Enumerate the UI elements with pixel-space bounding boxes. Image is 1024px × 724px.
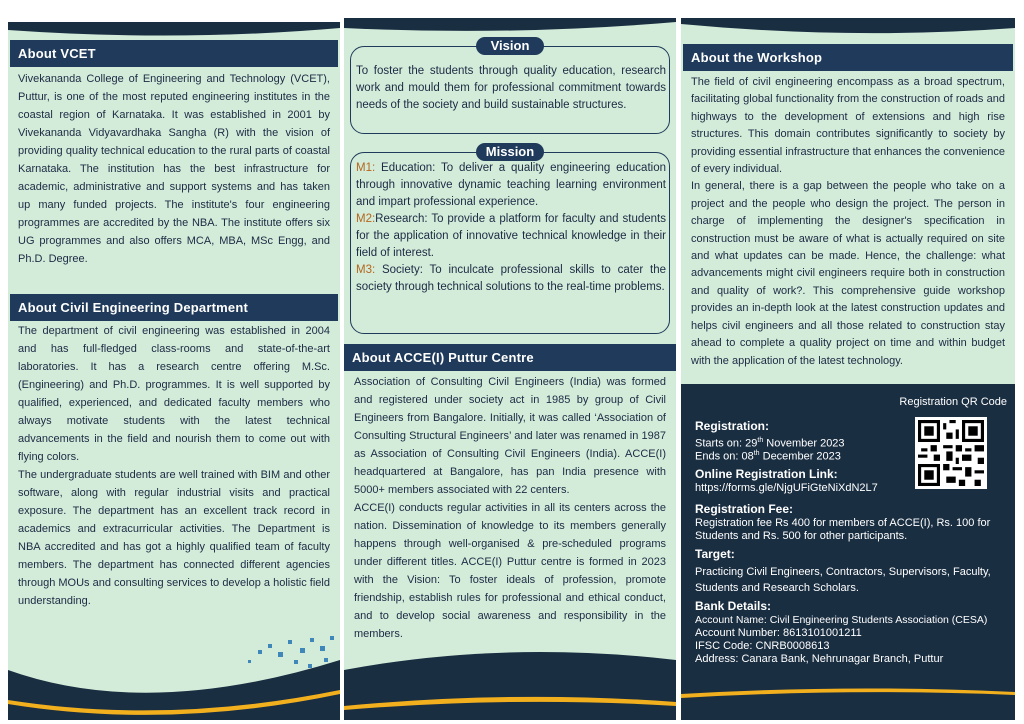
about-vcet-heading: About VCET <box>10 40 338 67</box>
start-date-suffix: th <box>757 437 764 444</box>
workshop-heading: About the Workshop <box>683 44 1013 71</box>
top-wave-decoration <box>8 22 340 42</box>
mission-label-1: M1: <box>356 162 376 174</box>
mission-label-3: M3: <box>356 264 376 276</box>
bank-account-name: Account Name: Civil Engineering Students Association (CESA) <box>695 614 988 626</box>
vision-paragraph: To foster the students through quality education, research work and mould them for professional commitment towards needs of the society and build sustainable structures. <box>356 65 666 111</box>
registration-section <box>681 384 1015 704</box>
panel-right <box>681 18 1015 720</box>
target-text: Practicing Civil Engineers, Contractors, Supervisors, Faculty, Students and Research Scholars. <box>695 566 991 594</box>
qr-code-title: Registration QR Code <box>899 396 1007 408</box>
workshop-paragraph-2: In general, there is a gap between the people who take on a project and the people who design the project. The person in charge of implementing the designer's specification in construction must be aware of what is actually required on site and what updates can be made. Hence, the challenge: what advancements might civil engineers require both in construction and quality of work?. This comprehensive guide workshop provides an in-depth look at the latest construction updates and helps civil engineers and all those related to construction stay ahead to complete a quality project on time and within budget with the application of the latest technology. <box>691 180 1005 367</box>
bank-details-heading <box>695 600 771 613</box>
mission-item-3 <box>356 262 666 296</box>
registration-fee-heading-text: Registration Fee: <box>695 502 794 516</box>
workshop-text <box>691 74 1005 370</box>
registration-heading <box>695 420 769 433</box>
mission-item-1 <box>356 160 666 211</box>
panel-middle <box>344 18 676 720</box>
start-date-label: Starts on: 29 <box>695 437 758 450</box>
bank-address: Address: Canara Bank, Nehrunagar Branch, Puttur <box>695 653 944 665</box>
bottom-wave-decoration <box>8 630 340 720</box>
registration-link-heading-text: Online Registration Link: <box>695 467 838 481</box>
mission-label-2: M2: <box>356 213 376 225</box>
registration-end-date <box>695 447 841 464</box>
panel-left <box>8 22 340 720</box>
mission-heading: Mission <box>476 143 544 161</box>
dot-pattern-decoration <box>248 636 334 668</box>
end-date-suffix: th <box>753 450 760 457</box>
vision-text <box>356 63 666 114</box>
workshop-paragraph-1: The field of civil engineering encompass as a broad spectrum, facilitating global functionality from the construction of roads and highways to the development of extensions and high rise structures. This domain contributes significantly to society by providing essential infrastructure that enhances the convenience of every individual. <box>691 76 1005 176</box>
mission-text-3: Society: To inculcate professional skills to cater the society through technical solutions to the real-time problems. <box>356 264 666 293</box>
civil-dept-text <box>18 322 330 610</box>
target-heading-text: Target: <box>695 547 735 561</box>
civil-dept-paragraph-2: The undergraduate students are well trained with BIM and other software, along with regular industrial visits and practical exposure. The department has an excellent track record in academics and extracurricular activities. The Department is NBA accredited and has got a highly qualified team of faculty members. The department has connected different agencies through MOUs and consulting services to develop a holistic field understanding. <box>18 469 330 607</box>
top-wave-decoration <box>344 18 676 38</box>
top-wave-decoration <box>681 18 1015 38</box>
mission-text-2: Research: To provide a platform for faculty and students for the application of innovative technical knowledge in their field of interest. <box>356 213 666 259</box>
vision-heading: Vision <box>476 37 544 55</box>
about-vcet-text <box>18 70 330 268</box>
qr-code-icon <box>918 420 984 486</box>
end-date-rest: December 2023 <box>759 450 841 463</box>
about-vcet-paragraph: Vivekananda College of Engineering and Technology (VCET), Puttur, is one of the most reputed engineering institutes in the coastal region of Karnataka. It was established in 2001 by Vivekananda Vidyavardhaka Sangha (R) with the vision of providing quality technical education to the rural parts of coastal Karnataka. The institution has the best infrastructure for academic, administrative and support systems and has taken up many funded projects. The institute's four engineering programmes are accredited by the NBA. The institute offers six UG programmes and also offers MCA, MBA, MSc Engg, and Ph.D. Degree. <box>18 73 330 265</box>
registration-heading-text: Registration: <box>695 419 770 433</box>
acce-text <box>354 373 666 643</box>
bank-ifsc-code: IFSC Code: CNRB0008613 <box>695 640 830 652</box>
bank-account-number: Account Number: 8613101001211 <box>695 627 862 639</box>
bank-details-heading-text: Bank Details: <box>695 599 772 613</box>
acce-paragraph-1: Association of Consulting Civil Engineers (India) was formed and registered under society act in 1985 by group of Civil Engineers from Bangalore. Initially, it was called ‘Association of Consulting Structural Engineers’ and later was renamed in 1987 as Association of Consulting Civil Engineers (India). ACCE(I) headquartered at Bangalore, has pan India presence with 5000+ members associated with 22 centers. <box>354 376 666 496</box>
mission-list <box>356 160 666 296</box>
registration-link-heading <box>695 468 838 481</box>
start-date-rest: November 2023 <box>763 437 845 450</box>
civil-dept-paragraph-1: The department of civil engineering was established in 2004 and has full-fledged class-rooms and state-of-the-art laboratories. It has a research centre offering M.Sc. (Engineering) and Ph.D. programmes. It is well supported by qualified, experienced, and dedicated faculty members who always motivate students with the latest technical advancements in the field and nourish them to come out with flying colors. <box>18 325 330 463</box>
registration-qr-code[interactable] <box>915 417 987 489</box>
registration-fee-heading <box>695 503 793 516</box>
registration-fee-text: Registration fee Rs 400 for members of ACCE(I), Rs. 100 for Students and Rs. 500 for other participants. <box>695 517 991 542</box>
target-heading <box>695 548 735 561</box>
bottom-wave-decoration <box>344 640 676 720</box>
mission-text-1: Education: To deliver a quality engineering education through innovative dynamic teaching learning environment and impart professional experience. <box>356 162 666 208</box>
acce-heading: About ACCE(I) Puttur Centre <box>344 344 676 371</box>
mission-item-2 <box>356 211 666 262</box>
registration-link[interactable]: https://forms.gle/NjgUFiGteNiXdN2L7 <box>695 482 878 494</box>
civil-dept-heading: About Civil Engineering Department <box>10 294 338 321</box>
end-date-label: Ends on: 08 <box>695 450 754 463</box>
acce-paragraph-2: ACCE(I) conducts regular activities in all its centers across the nation. Dissemination of knowledge to its members generally happens through well-organised & pre-scheduled programs under different titles. ACCE(I) Puttur centre is formed in 2023 with the Vision: To foster ideals of profession, promote friendship, establish rules for professional and ethical conduct, and to develop social awareness and responsibility in the members. <box>354 502 666 640</box>
